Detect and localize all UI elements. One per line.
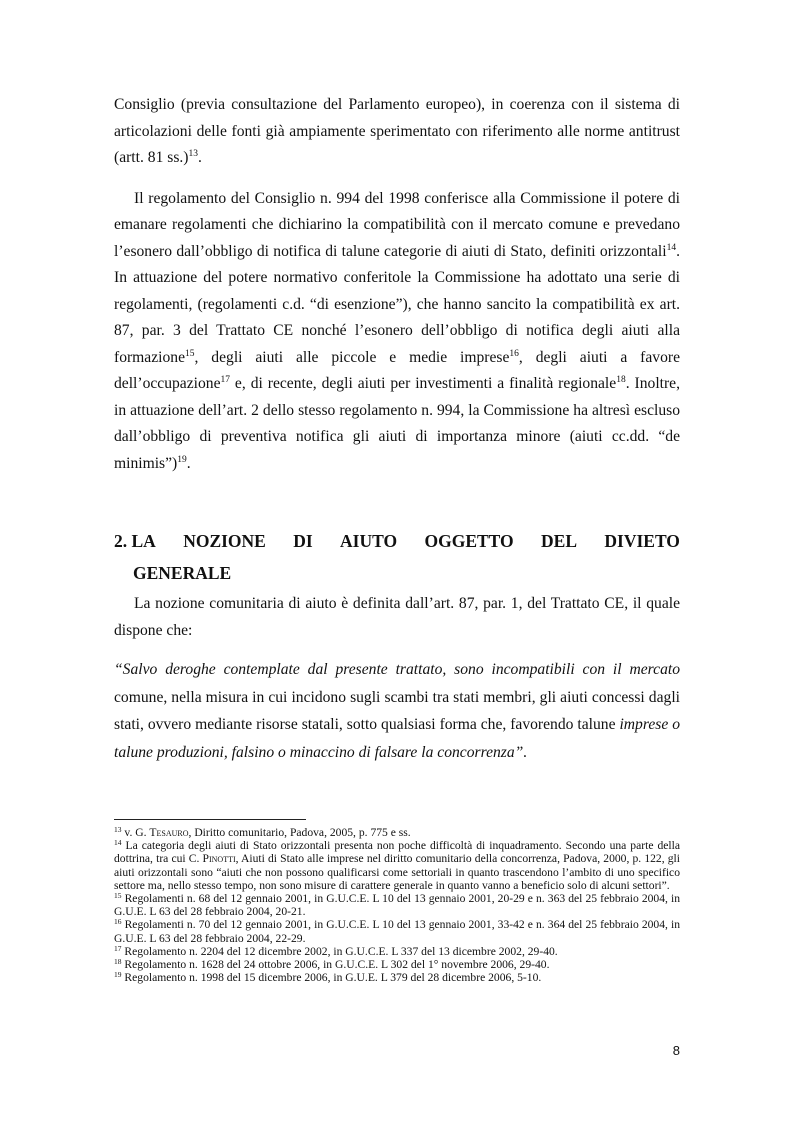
footnote-text: v. G. bbox=[124, 826, 150, 839]
footnote-number: 17 bbox=[114, 943, 122, 953]
author-name: Pinotti bbox=[202, 852, 236, 866]
footnote-13 bbox=[114, 826, 680, 839]
quote-block bbox=[114, 656, 680, 766]
paragraph-2 bbox=[114, 186, 680, 478]
heading-word: DI bbox=[293, 531, 313, 551]
page-number: 8 bbox=[672, 1043, 680, 1058]
footnote-ref-19[interactable]: 19 bbox=[177, 454, 187, 465]
footnote-ref-13[interactable]: 13 bbox=[188, 149, 198, 159]
footnote-19 bbox=[114, 971, 680, 984]
paragraph-text: , degli aiuti a favore dell’occupazione bbox=[114, 348, 680, 392]
footnote-ref-14[interactable]: 14 bbox=[666, 242, 677, 253]
paragraph-text: . bbox=[198, 149, 202, 166]
footnote-number: 19 bbox=[114, 970, 122, 980]
heading-word: 2. LA bbox=[114, 531, 156, 551]
footnote-text: , Aiuti di Stato alle imprese nel diritto comunitario della concorrenza, Padova, 2000, p. 122, gli aiuti orizzontali sono “aiuti che non possono qualificarsi come settoriali in quanto trascendono l’ambito di uno specifico settore ma, nello stesso tempo, non sono misure di carattere generale in quanto vanno a beneficio solo di alcuni settori”. bbox=[114, 852, 680, 892]
heading-word: OGGETTO bbox=[424, 531, 514, 551]
quote-italic-start: “Salvo deroghe contemplate dal presente trattato, sono incompatibili con il mercato bbox=[114, 661, 680, 678]
spacer bbox=[114, 644, 680, 656]
paragraph-text: Consiglio (previa consultazione del Parlamento europeo), in coerenza con il sistema di articolazioni delle fonti già ampiamente sperimentato con riferimento alle norme antitrust (artt. 81 ss.) bbox=[114, 96, 680, 166]
paragraph-1 bbox=[114, 92, 680, 172]
footnote-text: Regolamento n. 2204 del 12 dicembre 2002, in G.U.C.E. L 337 del 13 dicembre 2002, 29-40. bbox=[124, 944, 558, 958]
footnote-15 bbox=[114, 892, 680, 918]
footnote-number: 16 bbox=[114, 917, 122, 927]
spacer bbox=[114, 172, 680, 186]
paragraph-text: . bbox=[186, 454, 191, 472]
footnote-text: Regolamenti n. 70 del 12 gennaio 2001, in G.U.C.E. L 10 del 13 gennaio 2001, 33-42 e n. 364 del 25 febbraio 2004, in G.U.E. L 63 del 28 febbraio 2004, 22-29. bbox=[114, 918, 680, 945]
footnote-18 bbox=[114, 958, 680, 971]
quote-middle: comune, nella misura in cui incidono sugli scambi tra stati membri, gli aiuti concessi dagli stati, ovvero mediante risorse statali, sotto qualsiasi forma che, favorendo talune bbox=[114, 688, 680, 733]
footnote-ref-18[interactable]: 18 bbox=[616, 375, 626, 385]
heading-line-1 bbox=[114, 525, 680, 557]
paragraph-text: . In attuazione del potere normativo conferitole la Commissione ha adottato una serie di regolamenti, (regolamenti c.d. “di esenzione”), che hanno sancito la compatibilità ex art. 87, par. 3 del Trattato CE nonché l’esonero dell’obbligo di notifica degli aiuti alla formazione bbox=[114, 242, 680, 366]
page-body bbox=[114, 92, 680, 766]
quote-italic-end: imprese o talune produzioni, falsino o minaccino di falsare la concorrenza”. bbox=[114, 716, 680, 761]
footnote-number: 14 bbox=[114, 838, 122, 848]
heading-word: DEL bbox=[541, 531, 577, 551]
footnote-number: 18 bbox=[114, 957, 122, 967]
footnote-text: Regolamenti n. 68 del 12 gennaio 2001, in G.U.C.E. L 10 del 13 gennaio 2001, 20-29 e n. 363 del 25 febbraio 2004, in G.U.E. L 63 del 28 febbraio 2004, 20-21. bbox=[114, 892, 680, 919]
paragraph-text: e, di recente, degli aiuti per investimenti a finalità regionale bbox=[230, 375, 617, 392]
footnote-number: 15 bbox=[114, 891, 122, 901]
footnote-text: Regolamento n. 1998 del 15 dicembre 2006, in G.U.E. L 379 del 28 dicembre 2006, 5-10. bbox=[124, 971, 542, 985]
footnote-number: 13 bbox=[114, 825, 122, 834]
footnotes bbox=[114, 826, 680, 984]
paragraph-3: La nozione comunitaria di aiuto è definita dall’art. 87, par. 1, del Trattato CE, il quale dispone che: bbox=[114, 595, 680, 639]
paragraph-text: . Inoltre, in attuazione dell’art. 2 dello stesso regolamento n. 994, la Commissione ha altresì escluso dall’obbligo di preventiva notifica gli aiuti di importanza minore (aiuti cc.dd. “de minimis”) bbox=[114, 375, 680, 472]
footnote-ref-16[interactable]: 16 bbox=[509, 348, 519, 359]
section-heading bbox=[114, 525, 680, 589]
footnote-ref-15[interactable]: 15 bbox=[185, 348, 195, 359]
footnote-text: La categoria degli aiuti di Stato orizzontali presenta non poche difficoltà di inquadramento. Secondo una parte della dottrina, tra cui C. bbox=[114, 839, 680, 866]
author-name: Tesauro bbox=[149, 826, 189, 839]
footnote-text: Regolamento n. 1628 del 24 ottobre 2006, in G.U.C.E. L 302 del 1° novembre 2006, 29-40. bbox=[124, 958, 550, 972]
footnote-17 bbox=[114, 945, 680, 958]
heading-word: AIUTO bbox=[340, 531, 398, 551]
paragraph-text: Il regolamento del Consiglio n. 994 del 1998 conferisce alla Commissione il potere di emanare regolamenti che dichiarino la compatibilità con il mercato comune e prevedano l’esonero dall’obbligo di notifica di talune categorie di aiuti di Stato, definiti orizzontali bbox=[114, 189, 680, 260]
heading-word: DIVIETO bbox=[604, 531, 680, 551]
footnote-separator bbox=[114, 819, 306, 820]
footnote-text: , Diritto comunitario, Padova, 2005, p. 775 e ss. bbox=[188, 826, 411, 839]
footnote-16 bbox=[114, 918, 680, 944]
footnote-ref-17[interactable]: 17 bbox=[220, 375, 230, 385]
heading-line-2: GENERALE bbox=[133, 563, 232, 583]
paragraph-text: , degli aiuti alle piccole e medie imprese bbox=[194, 348, 510, 366]
heading-word: NOZIONE bbox=[183, 531, 266, 551]
footnote-14 bbox=[114, 839, 680, 892]
